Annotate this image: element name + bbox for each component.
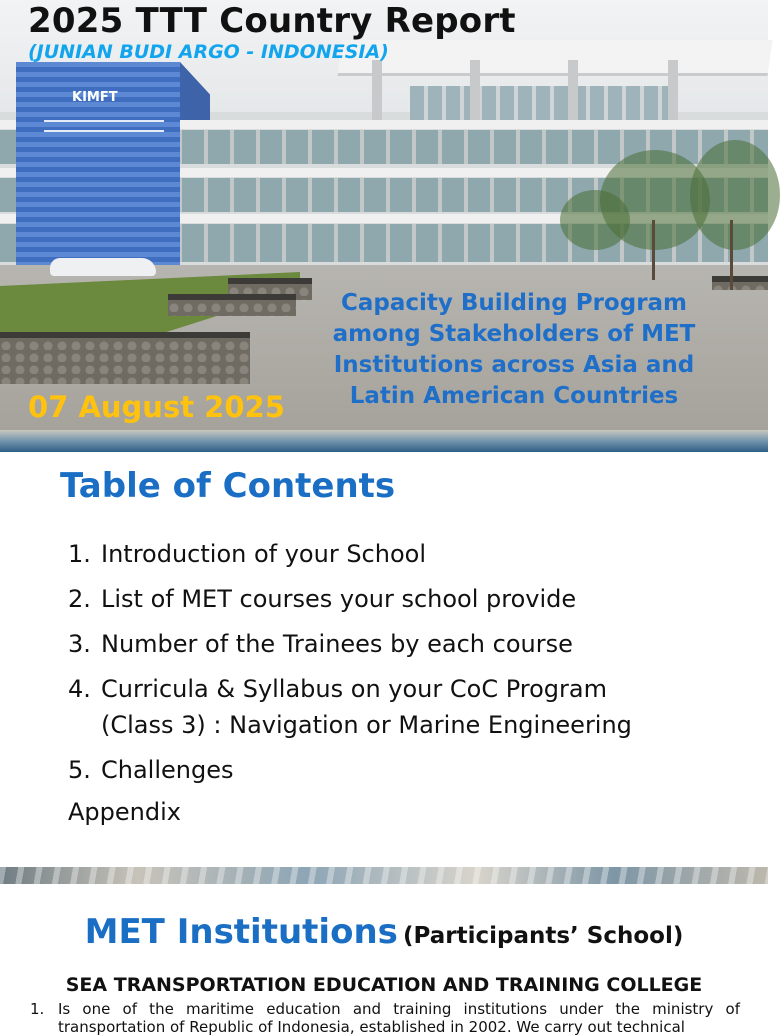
- ocean-wave-strip: [0, 430, 768, 452]
- building-roof-canopy: [337, 40, 772, 76]
- author-subtitle: (JUNIAN BUDI ARGO - INDONESIA): [28, 41, 389, 63]
- toc-item-number: 4.: [68, 675, 91, 703]
- toc-item: [68, 626, 758, 662]
- toc-item: [68, 581, 758, 617]
- report-date: 07 August 2025: [28, 390, 285, 424]
- toc-item-text: Curricula & Syllabus on your CoC Program (Class 3) : Navigation or Marine Engineering: [101, 675, 632, 739]
- toc-item-number: 5.: [68, 756, 91, 784]
- building-upper-floor: [410, 86, 670, 120]
- building-sign: KIMFT: [72, 90, 118, 105]
- building-pillar: [470, 60, 480, 120]
- tree-trunk: [730, 220, 733, 290]
- toc-item-number: 3.: [68, 630, 91, 658]
- building-sign-subtext: [44, 120, 164, 132]
- title-slide: [0, 0, 768, 452]
- toc-item: [68, 536, 758, 572]
- toc-item-number: 2.: [68, 585, 91, 613]
- tree: [560, 190, 630, 250]
- tree: [690, 140, 780, 250]
- toc-item-text: List of MET courses your school provide: [101, 585, 577, 613]
- toc-slide: [0, 452, 768, 867]
- met-heading-main: MET Institutions: [84, 912, 398, 952]
- toc-appendix: Appendix: [68, 798, 181, 826]
- toc-item-text: Number of the Trainees by each course: [101, 630, 573, 658]
- met-heading: [0, 912, 768, 952]
- parked-car: [50, 258, 156, 276]
- building-pillar: [668, 60, 678, 120]
- building-pillar: [372, 60, 382, 120]
- building-pillar: [568, 60, 578, 120]
- stone-planter: [0, 332, 250, 384]
- paragraph-number: 1.: [30, 1000, 45, 1018]
- stone-planter: [168, 294, 296, 316]
- ocean-divider-strip: [0, 867, 768, 884]
- met-heading-sub: (Participants’ School): [402, 923, 684, 949]
- paragraph-text: Is one of the maritime education and training institutions under the ministry of transportation of Republic of Indonesia, established in 2002. We carry out technical: [58, 1000, 740, 1036]
- report-title: 2025 TTT Country Report: [28, 1, 516, 41]
- college-name: SEA TRANSPORTATION EDUCATION AND TRAINING COLLEGE: [65, 974, 703, 996]
- program-title: Capacity Building Program among Stakeholders of MET Institutions across Asia and Latin American Countries: [332, 290, 696, 409]
- toc-heading: Table of Contents: [60, 466, 396, 506]
- toc-list: [68, 536, 758, 797]
- toc-item-number: 1.: [68, 540, 91, 568]
- toc-item: [68, 752, 758, 788]
- toc-item-text: Challenges: [101, 756, 234, 784]
- toc-item-text: Introduction of your School: [101, 540, 426, 568]
- toc-item: [68, 671, 758, 743]
- description-paragraph: [30, 1000, 740, 1036]
- met-institutions-slide: [0, 884, 768, 1036]
- tree-trunk: [652, 220, 655, 280]
- bench: [712, 276, 768, 290]
